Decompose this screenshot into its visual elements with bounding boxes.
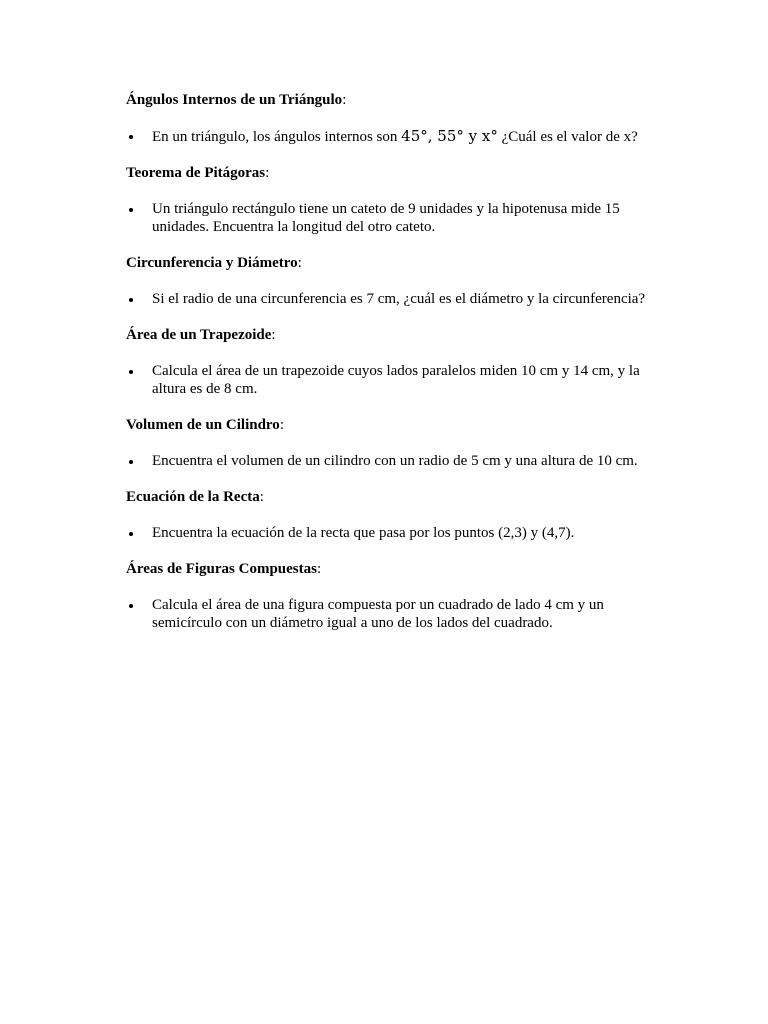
section-heading-circumference — [126, 254, 656, 272]
section-heading-pythagoras — [126, 164, 656, 182]
list-item-circumference — [126, 290, 656, 308]
heading-colon: : — [342, 92, 347, 108]
document-body — [126, 91, 656, 650]
item-text: Calcula el área de un trapezoide cuyos lados paralelos miden 10 cm y 14 cm, y la altura es de 8 cm. — [152, 363, 640, 397]
section-title: Ángulos Internos de un Triángulo — [126, 92, 343, 108]
section-heading-triangle-angles — [126, 91, 656, 109]
list-item-trapezoid — [126, 362, 656, 398]
heading-colon: : — [265, 165, 270, 181]
heading-colon: : — [279, 417, 284, 433]
heading-colon: : — [297, 255, 302, 271]
item-text-start: En un triángulo, los ángulos internos son — [152, 129, 402, 145]
section-heading-line-equation — [126, 488, 656, 506]
section-title: Áreas de Figuras Compuestas — [126, 561, 317, 577]
section-title: Área de un Trapezoide — [126, 327, 272, 343]
item-text: Un triángulo rectángulo tiene un cateto de 9 unidades y la hipotenusa mide 15 unidades. Encuentra la longitud del otro cateto. — [152, 201, 620, 235]
item-text: Calcula el área de una figura compuesta por un cuadrado de lado 4 cm y un semicírculo con un diámetro igual a uno de los lados del cuadrado. — [152, 597, 604, 631]
section-heading-trapezoid — [126, 326, 656, 344]
section-title: Volumen de un Cilindro — [126, 417, 280, 433]
section-title: Circunferencia y Diámetro — [126, 255, 298, 271]
list-item-pythagoras — [126, 200, 656, 236]
math-expression: 45°, 55° y x° — [401, 127, 498, 145]
list-item-line-equation — [126, 524, 656, 542]
item-text: Encuentra la ecuación de la recta que pasa por los puntos (2,3) y (4,7). — [152, 525, 575, 541]
heading-colon: : — [316, 561, 322, 577]
list-item-composite-areas — [126, 596, 656, 632]
heading-colon: : — [259, 489, 264, 505]
section-title: Ecuación de la Recta — [126, 489, 260, 505]
list-item-triangle-angles — [126, 127, 656, 146]
heading-colon: : — [271, 327, 276, 343]
item-text-end: ¿Cuál es el valor de x? — [497, 129, 638, 145]
section-heading-cylinder — [126, 416, 656, 434]
section-title: Teorema de Pitágoras — [126, 165, 266, 181]
list-item-cylinder — [126, 452, 656, 470]
item-text: Encuentra el volumen de un cilindro con un radio de 5 cm y una altura de 10 cm. — [152, 453, 638, 469]
item-text: Si el radio de una circunferencia es 7 cm, ¿cuál es el diámetro y la circunferencia? — [152, 291, 646, 307]
section-heading-composite-areas — [126, 560, 656, 578]
